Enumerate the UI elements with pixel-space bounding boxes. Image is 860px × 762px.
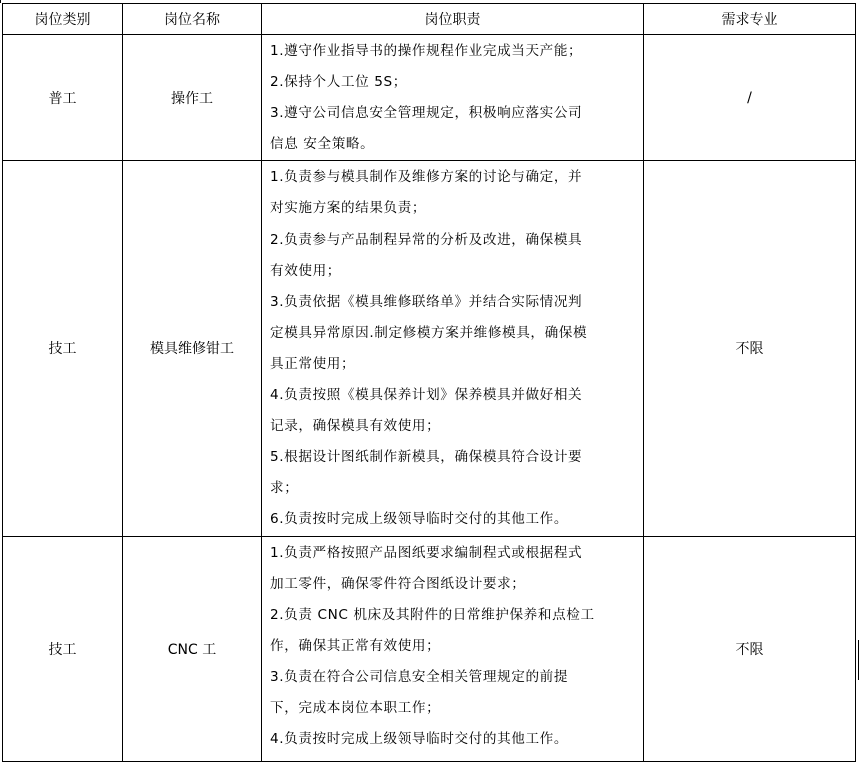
table-row — [3, 161, 856, 536]
header-name: 岗位名称 — [123, 4, 262, 35]
major-cell: 不限 — [644, 536, 856, 761]
job-table — [2, 3, 856, 762]
duty-line: 有效使用； — [270, 262, 341, 279]
duty-line: 5.根据设计图纸制作新模具，确保模具符合设计要 — [270, 449, 583, 466]
category-cell: 技工 — [3, 161, 123, 536]
duty-line: 4.负责按照《模具保养计划》保养模具并做好相关 — [270, 387, 583, 404]
duties-cell — [262, 161, 644, 536]
table-row — [3, 35, 856, 161]
duty-line: 记录，确保模具有效使用； — [270, 418, 441, 435]
table-row — [3, 536, 856, 761]
duty-line: 3.负责依据《模具维修联络单》并结合实际情况判 — [270, 293, 583, 310]
duty-line: 下，完成本岗位本职工作； — [270, 699, 441, 716]
name-cell: CNC 工 — [123, 536, 262, 761]
duty-line: 2.保持个人工位 5S； — [270, 74, 407, 91]
duties-cell — [262, 536, 644, 761]
duty-line: 定模具异常原因.制定修模方案并维修模具，确保模 — [270, 324, 588, 341]
duty-line: 3.遵守公司信息安全管理规定，积极响应落实公司 — [270, 105, 583, 122]
duty-line: 2.负责 CNC 机床及其附件的日常维护保养和点检工 — [270, 606, 595, 623]
duty-line: 具正常使用； — [270, 355, 356, 372]
duty-line: 1.负责严格按照产品图纸要求编制程式或根据程式 — [270, 544, 583, 561]
name-cell: 模具维修钳工 — [123, 161, 262, 536]
major-cell: / — [644, 35, 856, 161]
duties-cell — [262, 35, 644, 161]
duty-line: 信息 安全策略。 — [270, 136, 375, 153]
header-row — [3, 4, 856, 35]
header-major: 需求专业 — [644, 4, 856, 35]
duty-line: 加工零件，确保零件符合图纸设计要求； — [270, 575, 526, 592]
duty-line: 对实施方案的结果负责； — [270, 200, 427, 217]
major-cell: 不限 — [644, 161, 856, 536]
category-cell: 技工 — [3, 536, 123, 761]
duty-line: 1.负责参与模具制作及维修方案的讨论与确定，并 — [270, 169, 583, 186]
page-corner-mark — [0, 0, 1, 3]
header-duties: 岗位职责 — [262, 4, 644, 35]
header-category: 岗位类别 — [3, 4, 123, 35]
duty-line: 1.遵守作业指导书的操作规程作业完成当天产能； — [270, 43, 583, 59]
name-cell: 操作工 — [123, 35, 262, 161]
duty-line: 3.负责在符合公司信息安全相关管理规定的前提 — [270, 668, 569, 685]
duty-line: 作，确保其正常有效使用； — [270, 637, 441, 654]
duty-line: 求； — [270, 480, 299, 497]
duty-line: 4.负责按时完成上级领导临时交付的其他工作。 — [270, 731, 569, 748]
duty-line: 6.负责按时完成上级领导临时交付的其他工作。 — [270, 511, 569, 528]
duty-line: 2.负责参与产品制程异常的分析及改进，确保模具 — [270, 231, 583, 248]
category-cell: 普工 — [3, 35, 123, 161]
page-edge-mark — [858, 640, 859, 680]
